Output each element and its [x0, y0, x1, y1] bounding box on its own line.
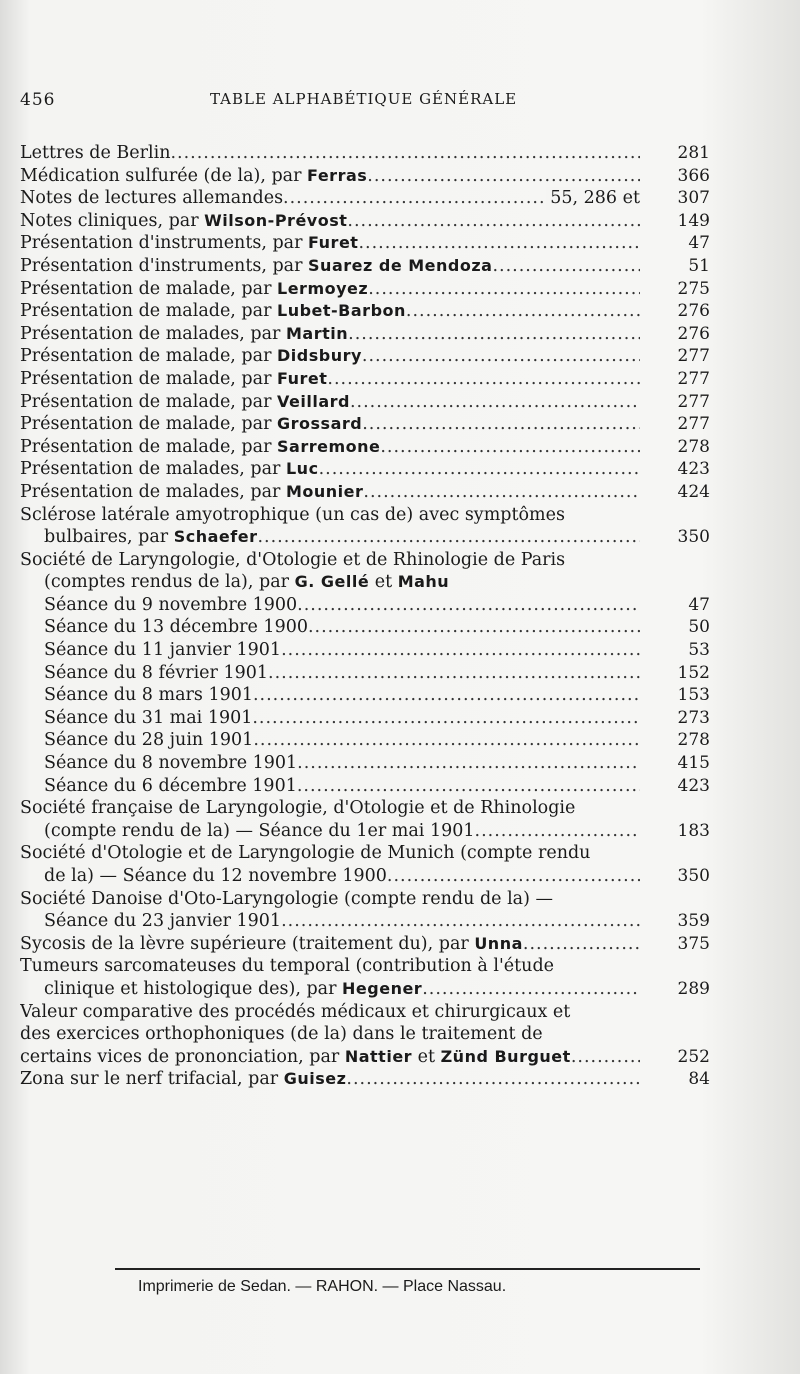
index-entry: [20, 662, 710, 685]
page-ref: 277: [677, 414, 710, 435]
entry-title: Séance du 11 janvier 1901: [44, 640, 282, 661]
entry-title: Séance du 8 février 1901: [44, 662, 269, 683]
index-entry: [20, 820, 710, 843]
page-ref: 252: [677, 1046, 710, 1067]
entry-text: [20, 300, 640, 323]
page-ref: 53: [688, 640, 710, 661]
entry-text: [20, 391, 640, 414]
index-entry: [20, 368, 710, 391]
entry-title: Séance du 28 juin 1901: [44, 730, 254, 751]
author-name: Hegener: [342, 978, 423, 998]
author-name: Unna: [474, 933, 523, 953]
entry-text: [20, 345, 640, 368]
author-name: Ferras: [307, 165, 368, 185]
entry-title: Présentation de malades, par: [20, 481, 286, 502]
author-name: Martin: [285, 323, 349, 343]
entry-text: [20, 187, 640, 210]
entry-text: [44, 662, 640, 685]
author-name: Veillard: [277, 391, 350, 411]
entry-text: [20, 888, 640, 911]
entry-text: [20, 278, 640, 301]
entry-title: Présentation de malade, par: [20, 346, 277, 367]
author-name: G. Gellé: [294, 572, 370, 592]
page-ref: 307: [677, 188, 710, 209]
page-ref: 47: [688, 233, 710, 254]
footer-rule: [115, 1268, 700, 1270]
entry-text: [20, 842, 640, 865]
entry-title: (comptes rendus de la), par: [44, 572, 295, 593]
author-name: Schaefer: [173, 527, 258, 547]
author-name: Zünd Burguet: [440, 1046, 571, 1066]
index-entry: [20, 707, 710, 730]
entry-title: Séance du 6 décembre 1901: [44, 775, 297, 796]
page-ref: 275: [677, 278, 710, 299]
index-entry: [20, 232, 710, 255]
author-name: Wilson-Prévost: [204, 210, 348, 230]
entry-title: Séance du 23 janvier 1901: [44, 911, 282, 932]
entry-title: Présentation de malades, par: [20, 459, 286, 480]
page-ref: 276: [677, 323, 710, 344]
entry-title: Notes cliniques, par: [20, 210, 205, 231]
index-entry: [20, 345, 710, 368]
index-entry: [20, 165, 710, 188]
entry-title: Présentation de malade, par: [20, 301, 277, 322]
entry-title: Séance du 8 mars 1901: [44, 685, 253, 706]
page-ref: 50: [688, 617, 710, 638]
entry-title: Séance du 8 novembre 1901: [44, 753, 298, 774]
entry-text: [20, 323, 640, 346]
entry-title: Présentation de malade, par: [20, 278, 277, 299]
author-name: Nattier: [344, 1046, 413, 1066]
index-entry: [20, 978, 710, 1001]
entry-title: de la) — Séance du 12 novembre 1900: [44, 866, 387, 886]
author-name: Furet: [308, 233, 359, 253]
entry-text: [44, 571, 640, 594]
entry-text: [44, 684, 640, 707]
entry-title: Séance du 13 décembre 1900: [44, 617, 308, 638]
entry-title: Tumeurs sarcomateuses du temporal (contribution à l'étude: [20, 956, 554, 977]
entry-conjunction: et: [369, 572, 398, 593]
entry-title: certains vices de prononciation, par: [20, 1046, 345, 1067]
index-entry: [20, 752, 710, 775]
page-ref: 273: [677, 707, 710, 728]
index-entry: [20, 526, 710, 549]
index-entry: [20, 775, 710, 798]
index-entry: [20, 187, 710, 210]
index-entry: [20, 842, 710, 865]
entry-title: Zona sur le nerf trifacial, par: [20, 1069, 284, 1090]
entry-text: [20, 458, 640, 481]
entry-title: des exercices orthophoniques (de la) dans le traitement de: [20, 1024, 543, 1045]
index-entry: [20, 142, 710, 165]
page-ref: 84: [688, 1069, 710, 1090]
entry-title: Valeur comparative des procédés médicaux et chirurgicaux et: [20, 1001, 571, 1022]
page-ref: 423: [677, 459, 710, 480]
page-header: [20, 90, 710, 116]
index-entry: [20, 391, 710, 414]
entry-title: Présentation d'instruments, par: [20, 233, 309, 254]
index-entry: [20, 888, 710, 911]
page-ref: 152: [677, 662, 710, 683]
page-ref: 366: [677, 165, 710, 186]
entry-text: [20, 1046, 640, 1069]
author-name: Lermoyez: [277, 278, 369, 298]
entry-text: [20, 368, 640, 391]
entry-text: [20, 1001, 640, 1024]
page-ref: 424: [677, 481, 710, 502]
entry-title: Sclérose latérale amyotrophique (un cas de) avec symptômes: [20, 504, 565, 525]
entry-text: [20, 436, 640, 459]
entry-title: Présentation de malade, par: [20, 414, 277, 435]
page-ref: 281: [677, 143, 710, 163]
page-ref: 423: [677, 775, 710, 796]
entry-text: [20, 255, 640, 278]
entry-text: [44, 775, 640, 798]
entry-title: Présentation de malade, par: [20, 436, 277, 457]
page-number: 456: [20, 90, 56, 110]
entry-text: [44, 752, 640, 775]
entry-text: [44, 729, 640, 752]
entry-title: Médication sulfurée (de la), par: [20, 165, 308, 186]
author-name: Sarremone: [277, 436, 381, 456]
index-entry: [20, 323, 710, 346]
page-ref: 375: [677, 933, 710, 954]
index-entry: [20, 594, 710, 617]
entry-text: [20, 797, 640, 820]
entry-title: Présentation de malade, par: [20, 368, 277, 389]
index-entry: [20, 436, 710, 459]
entry-title: Société Danoise d'Oto-Laryngologie (compte rendu de la) —: [20, 888, 553, 909]
author-name: Suarez de Mendoza: [308, 255, 493, 275]
page-ref: 289: [677, 978, 710, 999]
index-table: [20, 142, 710, 1091]
entry-title: Sycosis de la lèvre supérieure (traitement du), par: [20, 933, 475, 954]
index-entry: [20, 549, 710, 572]
page-ref: 277: [677, 391, 710, 412]
entry-title: Présentation de malade, par: [20, 391, 277, 412]
page-ref: 278: [677, 436, 710, 457]
index-entry: [20, 955, 710, 978]
page-ref: 153: [677, 685, 710, 706]
entry-text: [20, 210, 640, 233]
entry-text: [20, 142, 640, 165]
page-ref: 278: [677, 730, 710, 751]
entry-title: Lettres de Berlin: [20, 143, 171, 163]
entry-title: Notes de lectures allemandes: [20, 188, 284, 209]
entry-title: Société française de Laryngologie, d'Otologie et de Rhinologie: [20, 798, 576, 819]
entry-title: (compte rendu de la) — Séance du 1er mai 1901: [44, 820, 475, 841]
extra-pages: 55, 286 et: [546, 187, 640, 210]
entry-text: [44, 865, 640, 888]
page-ref: 183: [677, 820, 710, 841]
entry-text: [44, 639, 640, 662]
index-entry: [20, 910, 710, 933]
entry-text: [44, 526, 640, 549]
author-name: Luc: [285, 459, 319, 479]
printer-imprint: Imprimerie de Sedan. — RAHON. — Place Nassau.: [138, 1278, 507, 1295]
entry-title: Séance du 9 novembre 1900: [44, 594, 298, 615]
index-entry: [20, 933, 710, 956]
entry-text: [44, 707, 640, 730]
entry-title: bulbaires, par: [44, 527, 174, 548]
index-entry: [20, 571, 710, 594]
entry-text: [20, 955, 640, 978]
entry-title: Présentation de malades, par: [20, 323, 286, 344]
entry-text: [20, 165, 640, 188]
entry-text: [44, 820, 640, 843]
running-title: TABLE ALPHABÉTIQUE GÉNÉRALE: [210, 90, 518, 108]
index-entry: [20, 729, 710, 752]
index-entry: [20, 481, 710, 504]
index-entry: [20, 684, 710, 707]
page-ref: 149: [677, 210, 710, 231]
index-entry: [20, 1023, 710, 1046]
index-entry: [20, 616, 710, 639]
page-ref: 350: [677, 527, 710, 548]
entry-text: [20, 504, 640, 527]
index-entry: [20, 1001, 710, 1024]
entry-conjunction: et: [412, 1046, 441, 1067]
page-ref: 277: [677, 368, 710, 389]
index-entry: [20, 504, 710, 527]
entry-text: [20, 481, 640, 504]
author-name: Guisez: [283, 1069, 347, 1089]
entry-title: Société de Laryngologie, d'Otologie et de Rhinologie de Paris: [20, 549, 566, 570]
index-entry: [20, 1068, 710, 1091]
page-ref: 277: [677, 346, 710, 367]
author-name: Grossard: [277, 414, 363, 434]
index-entry: [20, 865, 710, 888]
page-ref: 415: [677, 753, 710, 774]
entry-text: [20, 413, 640, 436]
entry-text: [20, 1023, 640, 1046]
index-entry: [20, 458, 710, 481]
author-name: Lubet-Barbon: [277, 301, 406, 321]
entry-text: [44, 594, 640, 617]
index-entry: [20, 413, 710, 436]
index-entry: [20, 300, 710, 323]
author-name: Didsbury: [277, 346, 362, 366]
page-ref: 359: [677, 911, 710, 932]
entry-text: [44, 616, 640, 639]
page-ref: 350: [677, 866, 710, 886]
page-ref: 51: [688, 255, 710, 276]
page-ref: 276: [677, 301, 710, 322]
page-ref: 47: [688, 594, 710, 615]
entry-title: Société d'Otologie et de Laryngologie de Munich (compte rendu: [20, 843, 591, 864]
entry-text: [44, 910, 640, 933]
entry-text: [20, 1068, 640, 1091]
author-name: Furet: [277, 368, 328, 388]
index-entry: [20, 210, 710, 233]
author-name: Mahu: [397, 572, 450, 592]
index-entry: [20, 278, 710, 301]
index-entry: [20, 639, 710, 662]
index-entry: [20, 255, 710, 278]
entry-title: Séance du 31 mai 1901: [44, 707, 253, 728]
author-name: Mounier: [285, 481, 364, 501]
index-entry: [20, 797, 710, 820]
entry-text: [20, 933, 640, 956]
index-entry: [20, 1046, 710, 1069]
entry-text: [44, 978, 640, 1001]
entry-title: Présentation d'instruments, par: [20, 255, 309, 276]
entry-title: clinique et histologique des), par: [44, 978, 343, 999]
entry-text: [20, 549, 640, 572]
entry-text: [20, 232, 640, 255]
